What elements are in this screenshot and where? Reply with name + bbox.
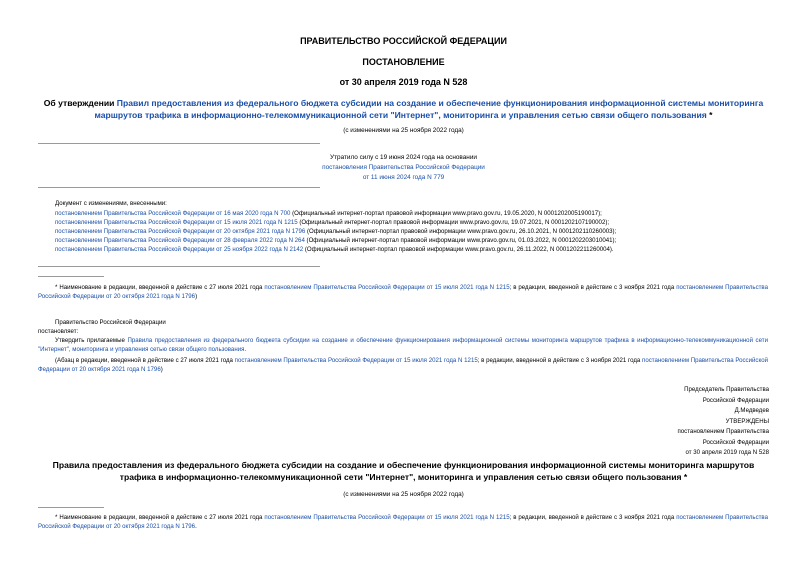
amendment-item: постановлением Правительства Российской Федерации от 15 июля 2021 года N 1215 (Официальный интернет-портал правовой информации www.pravo.gov.ru, 19.07.2021, N 0001202107190002); (55, 219, 610, 226)
signature-line: Российской Федерации (702, 396, 769, 404)
title-prefix: Об утверждении (43, 98, 115, 108)
divider (38, 266, 320, 267)
rules-edition: (с изменениями на 25 ноября 2022 года) (343, 491, 464, 498)
document-type: ПОСТАНОВЛЕНИЕ (362, 57, 445, 67)
footnote-title-edition: * Наименование в редакции, введенной в действие с 27 июля 2021 года постановлением Правительства Российской Федерации от 15 июля 2021 года N 1215; в редакции, введенной в действие с 3 ноября 2021 года постановлением Правительства Российской Федерации от 20 октября 2021 года N 1796) (38, 284, 768, 300)
amendment-item: постановлением Правительства Российской Федерации от 16 мая 2020 года N 700 (Официальный интернет-портал правовой информации www.pravo.gov.ru, 19.05.2020, N 0001202005190017); (55, 210, 602, 217)
lost-force-link[interactable]: постановления Правительства Российской Федерации (322, 164, 485, 171)
divider (38, 187, 320, 188)
title-rules-link[interactable]: Правил предоставления из федерального бюджета субсидии на создание и обеспечение функционирования информационной системы мониторинга маршрутов трафика в информационно-телекоммуникационной сети "Интернет", мониторинга и управления сетью связи общего пользования (94, 98, 764, 120)
document-title (40, 97, 767, 121)
signature-block (677, 385, 769, 459)
divider (38, 143, 320, 144)
title-asterisk: * (706, 110, 713, 120)
signature-line: Председатель Правительства (684, 386, 769, 393)
body-approve-paragraph: Утвердить прилагаемые Правила предоставления из федерального бюджета субсидии на создание и обеспечение функционирования информационной системы мониторинга маршрутов трафика в информационно-телекоммуникационной сети "Интернет", мониторинга и управления сетью связи общего пользования. (38, 337, 768, 353)
body-government: Правительство Российской Федерации (55, 319, 166, 326)
footnote-rules-title-edition: * Наименование в редакции, введенной в действие с 27 июля 2021 года постановлением Правительства Российской Федерации от 15 июля 2021 года N 1215; в редакции, введенной в действие с 3 ноября 2021 года постановлением Правительства Российской Федерации от 20 октября 2021 года N 1796. (38, 514, 768, 530)
signature-line: Д.Медведев (734, 407, 769, 414)
approval-line: постановлением Правительства (677, 428, 769, 435)
body-paragraph-edition: (Абзац в редакции, введенной в действие с 27 июля 2021 года постановлением Правительства Российской Федерации от 15 июля 2021 года N 1215; в редакции, введенной в действие с 3 ноября 2021 года постановлением Правительства Российской Федерации от 20 октября 2021 года N 1796) (38, 357, 768, 373)
lost-force-text: Утратило силу с 19 июня 2024 года на основании (330, 154, 477, 161)
rules-title: Правила предоставления из федерального бюджета субсидии на создание и обеспечение функционирования информационной системы мониторинга маршрутов трафика в информационно-телекоммуникационной сети "Интернет", мониторинга и управления сетью связи общего пользования * (52, 460, 755, 482)
amendment-item: постановлением Правительства Российской Федерации от 28 февраля 2022 года N 264 (Официальный интернет-портал правовой информации www.pravo.gov.ru, 01.03.2022, N 0001202203010041); (55, 237, 617, 244)
amendment-item: постановлением Правительства Российской Федерации от 20 октября 2021 года N 1796 (Официальный интернет-портал правовой информации www.pravo.gov.ru, 26.10.2021, N 0001202110260003); (55, 228, 617, 235)
lost-force-link-date[interactable]: от 11 июня 2024 года N 779 (362, 174, 445, 181)
footnote-divider (38, 507, 104, 508)
body-decrees: постановляет: (38, 328, 79, 335)
approval-line: от 30 апреля 2019 года N 528 (685, 449, 769, 456)
document-date-number: от 30 апреля 2019 года N 528 (339, 77, 468, 87)
title-edition: (с изменениями на 25 ноября 2022 года) (343, 127, 464, 134)
amendments-intro: Документ с изменениями, внесенными: (55, 200, 167, 207)
government-name: ПРАВИТЕЛЬСТВО РОССИЙСКОЙ ФЕДЕРАЦИИ (300, 36, 507, 46)
amendment-item: постановлением Правительства Российской Федерации от 25 ноября 2022 года N 2142 (Официальный интернет-портал правовой информации www.pravo.gov.ru, 26.11.2022, N 0001202211260004). (55, 246, 614, 253)
approval-line: УТВЕРЖДЕНЫ (725, 417, 769, 425)
amendments-block (55, 199, 785, 254)
footnote-divider (38, 276, 104, 277)
approval-line: Российской Федерации (702, 438, 769, 446)
